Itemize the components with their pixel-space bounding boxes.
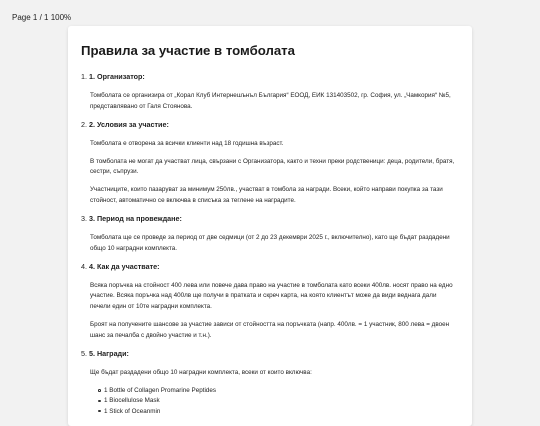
- section-label: 5. Награди:: [89, 348, 129, 358]
- section-heading: [81, 120, 458, 130]
- section-heading: [81, 214, 458, 224]
- section-number: 3.: [81, 214, 87, 224]
- section-label: 2. Условия за участие:: [89, 119, 169, 129]
- paragraph: Томболата е отворена за всички клиенти над 18 годишна възраст.: [90, 139, 284, 147]
- document-title: Правила за участие в томболата: [81, 43, 295, 58]
- list-item: 1 Stick of Oceanmin: [98, 407, 458, 417]
- section-number: 5.: [81, 348, 87, 358]
- section-conditions: [81, 120, 458, 207]
- section-heading: [81, 262, 458, 272]
- section-number: 1.: [81, 72, 87, 81]
- section-label: 4. Как да участвате:: [89, 261, 160, 271]
- section-label: 1. Организатор:: [89, 72, 145, 81]
- document-page: [68, 26, 472, 426]
- page-indicator: Page 1 / 1 100%: [12, 13, 72, 22]
- paragraph: Ще бъдат раздадени общо 10 наградни комплекта, всеки от които включва:: [90, 368, 312, 376]
- list-item: 1 Biocellulose Mask: [98, 396, 458, 406]
- section-heading: [81, 72, 458, 82]
- section-period: [81, 214, 458, 254]
- paragraph: Броят на получените шансове за участие зависи от стойността на поръчката (напр. 400лв. = 1 участник, 800 лева = двоен шанс за печалба с двойно участие и т.н.).: [90, 321, 450, 339]
- section-how-to-participate: [81, 262, 458, 341]
- paragraph: Томболата ще се проведе за период от две седмици (от 2 до 23 декември 2025 г., включително), като ще бъдат раздадени общо 10 наградни комплекта.: [90, 234, 450, 252]
- section-organizer: [81, 72, 458, 112]
- section-heading: [81, 349, 458, 359]
- paragraph: Томболата се организира от „Корал Клуб Интернешънъл България“ ЕООД, ЕИК 131403502, гр. София, ул. „Чамкория“ №5, представлявано от Галя Стоянова.: [90, 92, 451, 110]
- paragraph: В томболата не могат да участват лица, свързани с Организатора, както и техни преки родственици: деца, родители, братя, сестри, съпрузи.: [90, 157, 455, 176]
- paragraph: Участниците, които пазаруват за минимум 250лв., участват в томбола за награди. Всеки, който направи покупка за тази стойност, автоматично се включва в списъка за теглене на наградите.: [90, 186, 443, 205]
- section-number: 2.: [81, 119, 87, 129]
- list-item: 1 Bottle of Collagen Promarine Peptides: [98, 386, 458, 396]
- section-label: 3. Период на провеждане:: [89, 214, 182, 224]
- section-prizes: [81, 349, 458, 417]
- prize-list: [81, 386, 458, 417]
- section-number: 4.: [81, 261, 87, 271]
- paragraph: Всяка поръчка на стойност 400 лева или повече дава право на участие в томболата като всеки 400лв. носят право на едно участие. Всяка поръчка над 400лв ще получи в пратката и скреч карта, на която клиентът може да види веднага дали печели един от 10те наградни комплекта.: [90, 281, 453, 311]
